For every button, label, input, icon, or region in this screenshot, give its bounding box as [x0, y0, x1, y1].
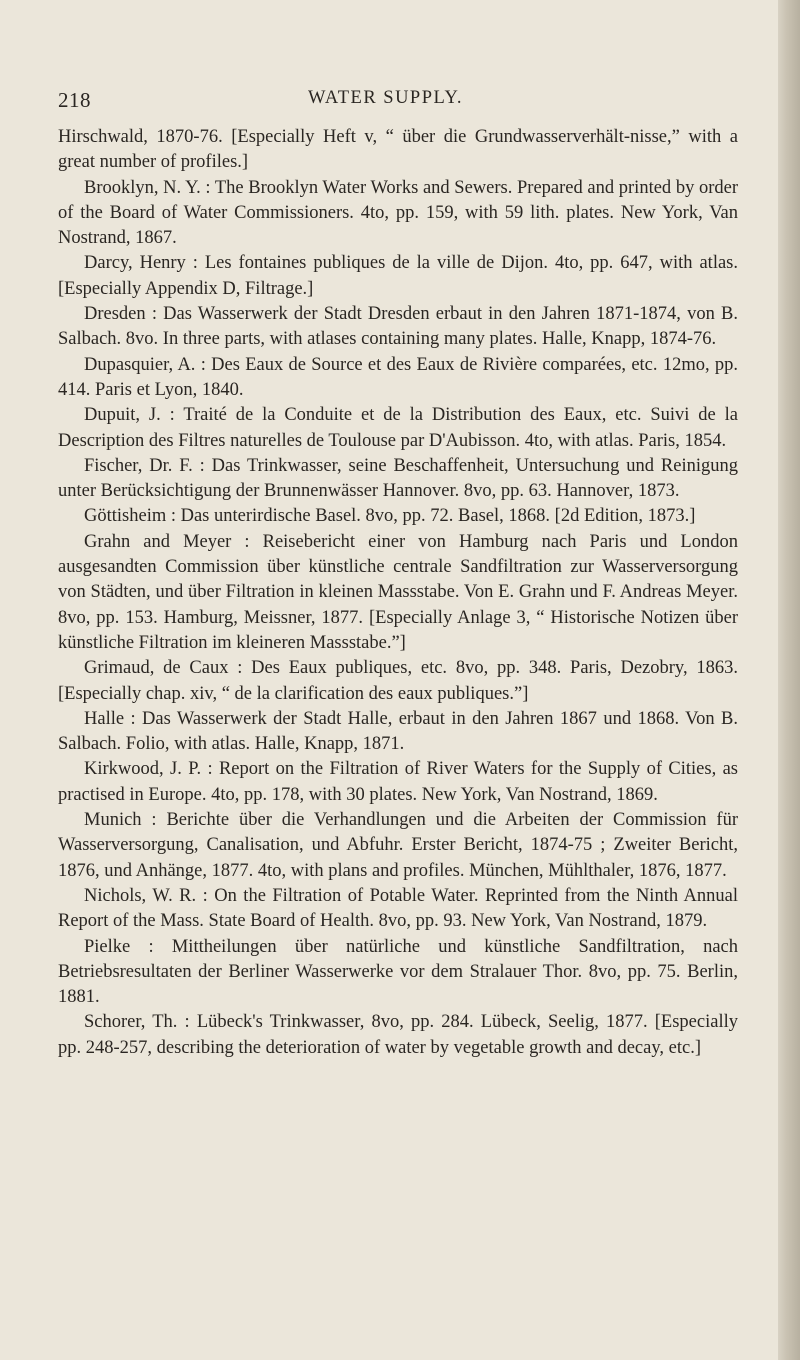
bibliography-entry: Dresden : Das Wasserwerk der Stadt Dresden erbaut in den Jahren 1871-1874, von B. Salbach. 8vo. In three parts, with atlases containing many plates. Halle, Knapp, 1874-76.	[58, 304, 738, 350]
bibliography-entry: Darcy, Henry : Les fontaines publiques de la ville de Dijon. 4to, pp. 647, with atlas. [Especially Appendix D, Filtrage.]	[58, 253, 738, 299]
bibliography-entry: Grimaud, de Caux : Des Eaux publiques, etc. 8vo, pp. 348. Paris, Dezobry, 1863. [Especially chap. xiv, “ de la clarification des eaux publiques.”]	[58, 658, 738, 704]
bibliography-entry: Pielke : Mittheilungen über natürliche und künstliche Sandfiltration, nach Betriebsresultaten der Berliner Wasserwerke vor dem Stralauer Thor. 8vo, pp. 75. Berlin, 1881.	[58, 936, 738, 1008]
bibliography-entry: Dupuit, J. : Traité de la Conduite et de la Distribution des Eaux, etc. Suivi de la Description des Filtres naturelles de Toulouse par D'Aubisson. 4to, with atlas. Paris, 1854.	[58, 405, 738, 451]
bibliography-list	[58, 125, 738, 1061]
bibliography-entry: Kirkwood, J. P. : Report on the Filtration of River Waters for the Supply of Cities, as practised in Europe. 4to, pp. 178, with 30 plates. New York, Van Nostrand, 1869.	[58, 759, 738, 805]
bibliography-entry: Brooklyn, N. Y. : The Brooklyn Water Works and Sewers. Prepared and printed by order of the Board of Water Commissioners. 4to, pp. 159, with 59 lith. plates. New York, Van Nostrand, 1867.	[58, 177, 738, 249]
bibliography-entry: Göttisheim : Das unterirdische Basel. 8vo, pp. 72. Basel, 1868. [2d Edition, 1873.]	[84, 506, 696, 527]
bibliography-entry: Hirschwald, 1870-76. [Especially Heft v, “ über die Grundwasserverhält-nisse,” with a great number of profiles.]	[58, 127, 738, 173]
page-header	[58, 88, 758, 118]
bibliography-entry: Schorer, Th. : Lübeck's Trinkwasser, 8vo, pp. 284. Lübeck, Seelig, 1877. [Especially pp. 248-257, describing the deterioration of water by vegetable growth and decay, etc.]	[58, 1012, 738, 1058]
bibliography-entry: Munich : Berichte über die Verhandlungen und die Arbeiten der Commission für Wasserversorgung, Canalisation, und Abfuhr. Erster Bericht, 1874-75 ; Zweiter Bericht, 1876, und Anhänge, 1877. 4to, with plans and profiles. München, Mühlthaler, 1876, 1877.	[58, 810, 738, 881]
page-number: 218	[58, 88, 91, 112]
bibliography-entry: Grahn and Meyer : Reisebericht einer von Hamburg nach Paris und London ausgesandten Commission über künstliche centrale Sandfiltration zur Wasserversorgung von Städten, und über Filtration in kleinen Massstabe. Von E. Grahn und F. Andreas Meyer. 8vo, pp. 153. Hamburg, Meissner, 1877. [Especially Anlage 3, “ Historische Notizen über künstliche Filtration im kleineren Massstabe.”]	[58, 531, 738, 653]
page-binding-edge	[778, 0, 800, 1360]
bibliography-entry: Nichols, W. R. : On the Filtration of Potable Water. Reprinted from the Ninth Annual Report of the Mass. State Board of Health. 8vo, pp. 93. New York, Van Nostrand, 1879.	[58, 885, 738, 932]
bibliography-entry: Fischer, Dr. F. : Das Trinkwasser, seine Beschaffenheit, Untersuchung und Reinigung unter Berücksichtigung der Brunnenwässer Hannover. 8vo, pp. 63. Hannover, 1873.	[58, 455, 738, 502]
bibliography-entry: Halle : Das Wasserwerk der Stadt Halle, erbaut in den Jahren 1867 und 1868. Von B. Salbach. Folio, with atlas. Halle, Knapp, 1871.	[58, 708, 738, 755]
bibliography-entry: Dupasquier, A. : Des Eaux de Source et des Eaux de Rivière comparées, etc. 12mo, pp. 414. Paris et Lyon, 1840.	[58, 354, 738, 400]
running-head: WATER SUPPLY.	[308, 88, 464, 108]
